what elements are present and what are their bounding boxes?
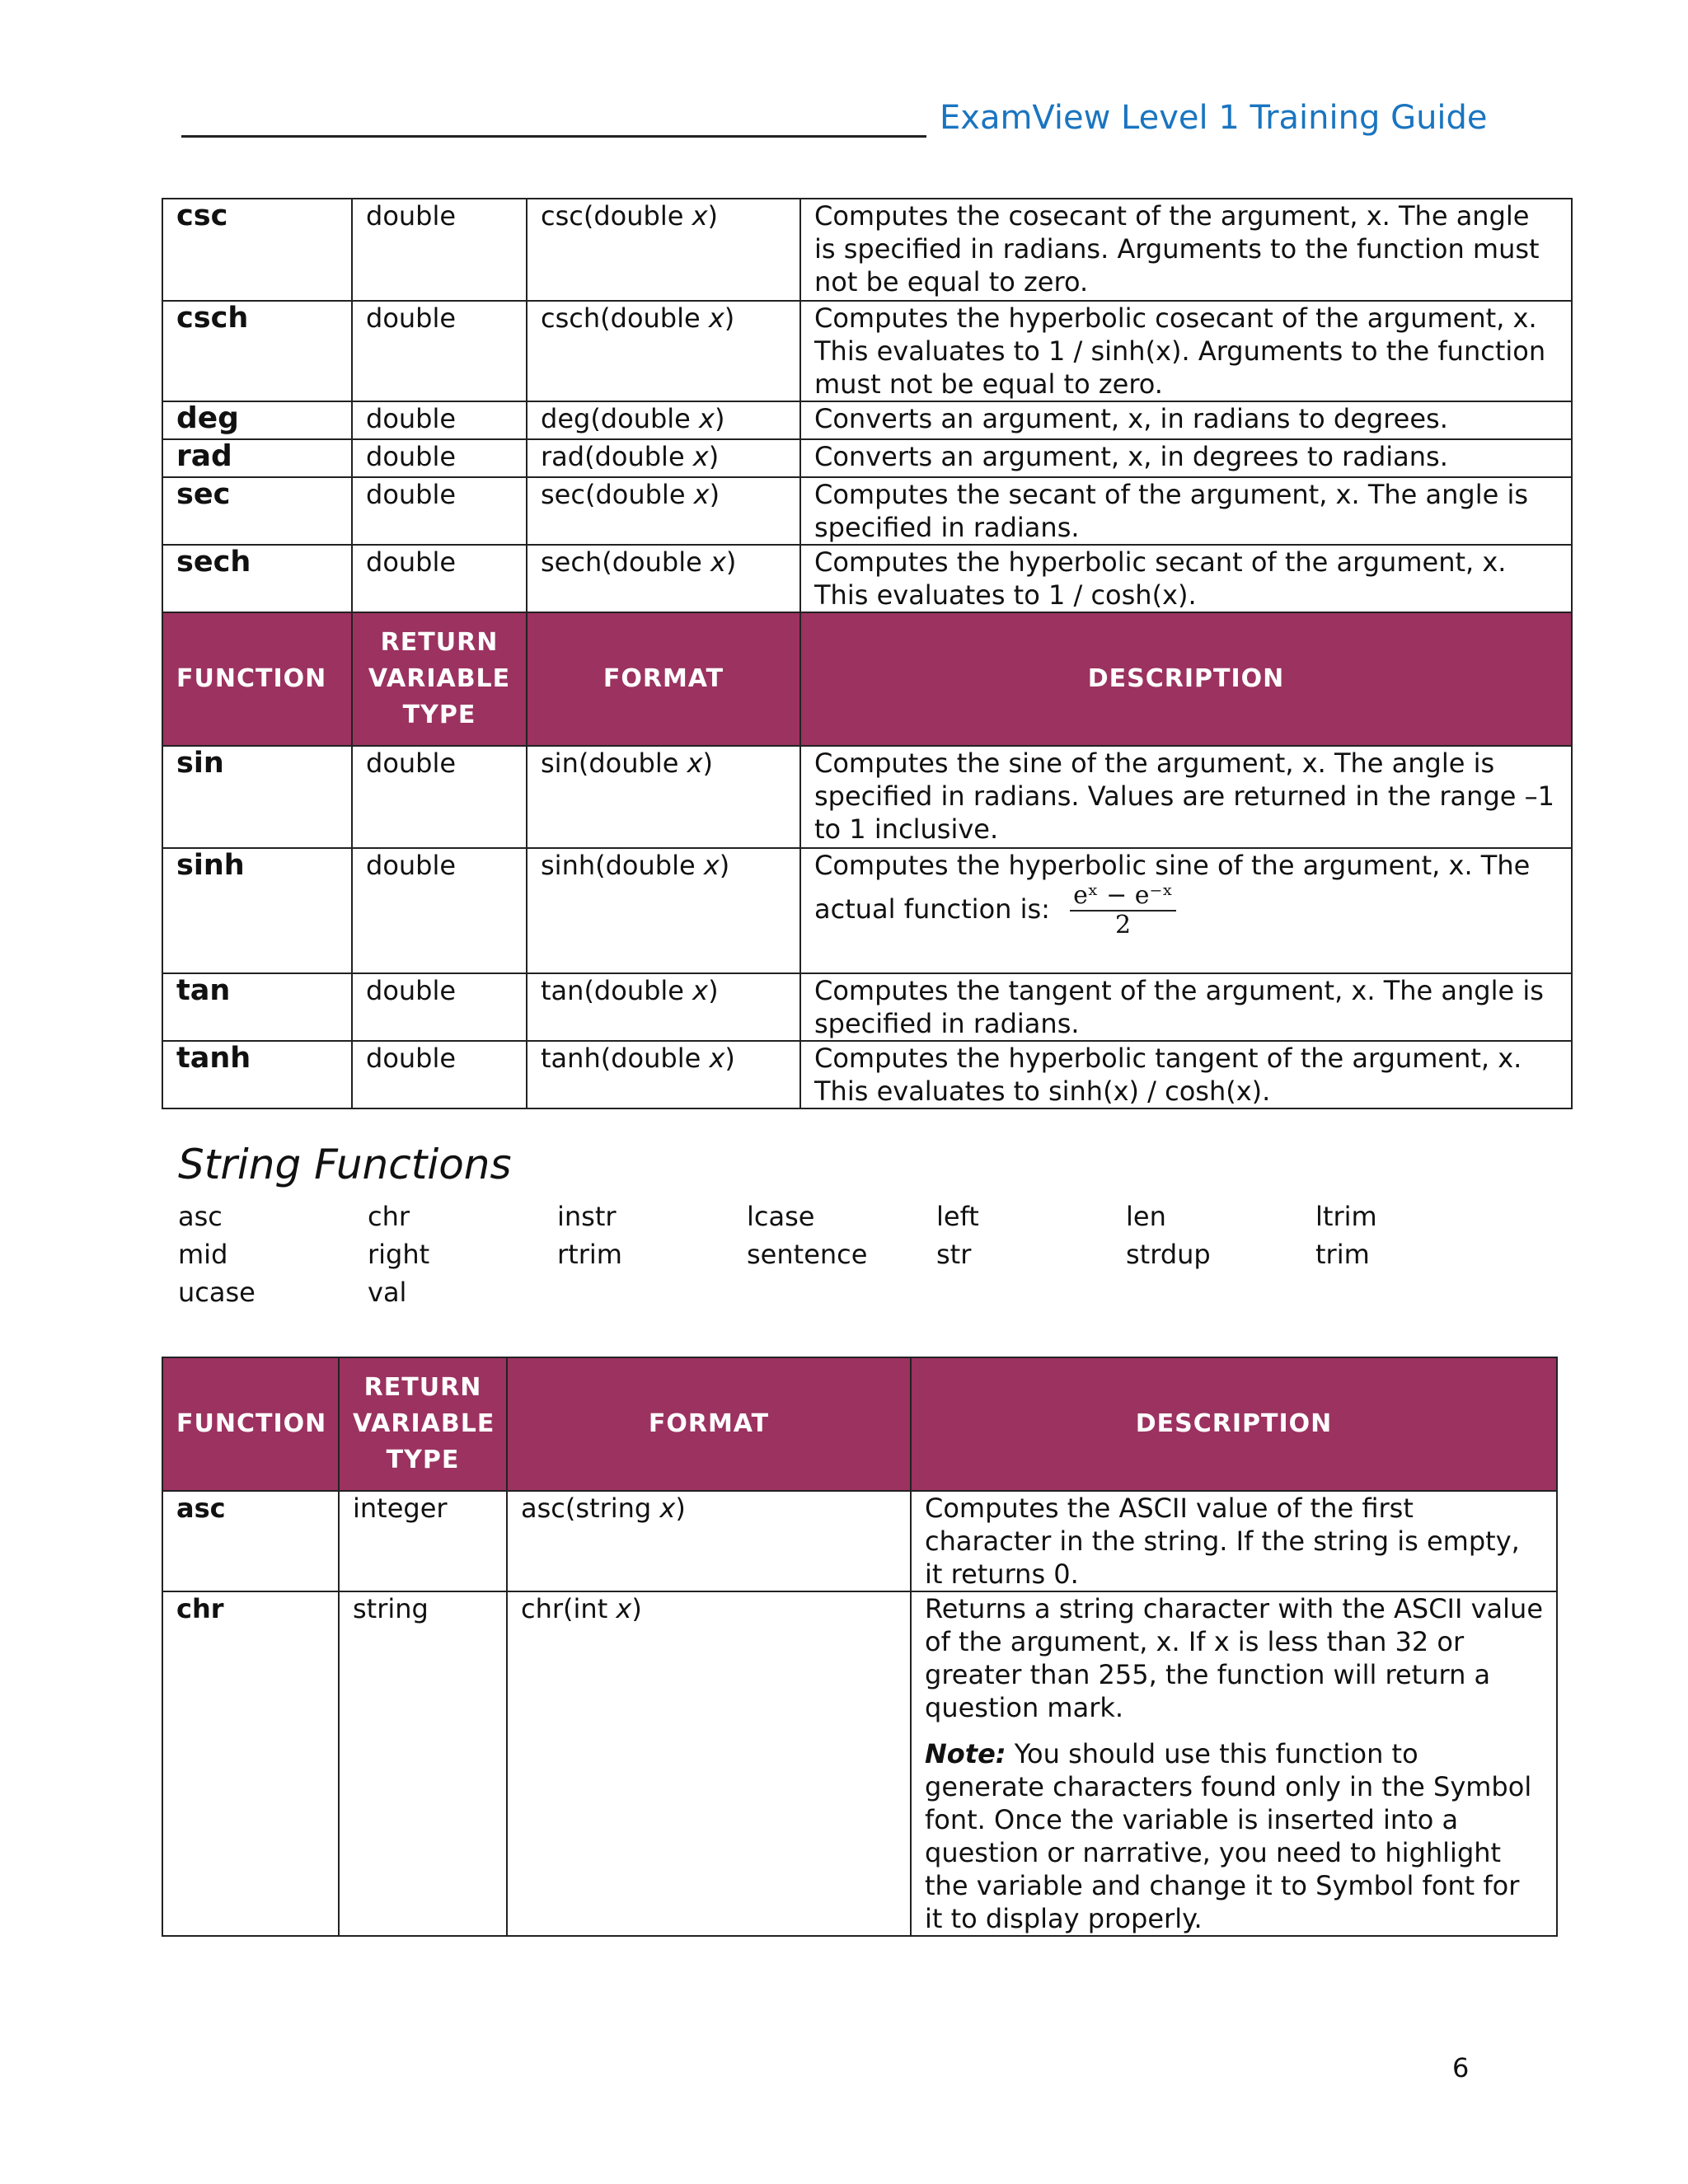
format-var: x [692,200,708,232]
header-return-line: RETURN [363,1373,482,1402]
guide-title: ExamView Level 1 Training Guide [940,99,1488,137]
description: Computes the hyperbolic tangent of the argument, x. This evaluates to sinh(x) / cosh(x). [800,1041,1572,1108]
function-name: csc [162,199,352,301]
format-cell [527,401,800,439]
function-name: deg [162,401,352,439]
format-text: tan(double [541,975,693,1006]
format-close: ) [714,403,725,434]
format-text: rad(double [541,441,693,472]
format-var: x [709,1043,725,1074]
format-cell [527,973,800,1041]
description-text: Returns a string character with the ASCII value of the argument, x. If x is less than 32 or greater than 255, the function will return a question mark. [925,1593,1543,1723]
list-item: chr [368,1201,410,1232]
header-return-line: VARIABLE [353,1409,495,1438]
string-function-list [178,1200,1579,1309]
format-text: csch(double [541,302,709,334]
note-label: Note: [925,1738,1006,1769]
list-item: ltrim [1315,1201,1377,1232]
string-functions-table [162,1357,1558,1937]
format-var: x [692,441,709,472]
format-close: ) [709,479,720,510]
return-type: double [352,746,527,848]
list-item: ucase [178,1277,256,1308]
description: Computes the cosecant of the argument, x. The angle is specified in radians. Arguments to the function must not be equal to zero. [800,199,1572,301]
description [800,848,1572,973]
format-cell [527,545,800,612]
format-cell [527,439,800,477]
header-format: FORMAT [527,612,800,746]
table-row [162,1491,1557,1591]
format-text: asc(string [521,1493,660,1524]
return-type: string [339,1591,507,1936]
format-var: x [692,975,709,1006]
return-type: double [352,199,527,301]
table-row [162,401,1572,439]
return-type: double [352,401,527,439]
return-type: double [352,848,527,973]
header-description: DESCRIPTION [800,612,1572,746]
header-return-type [339,1357,507,1491]
function-name: sinh [162,848,352,973]
format-text: sin(double [541,748,687,779]
formula-numerator: eˣ − e⁻ˣ [1070,882,1176,912]
function-name: csch [162,301,352,401]
function-name: sin [162,746,352,848]
format-cell [527,477,800,545]
header-return-type [352,612,527,746]
return-type: double [352,301,527,401]
list-item: instr [557,1201,617,1232]
function-name: rad [162,439,352,477]
header-rule [181,135,926,138]
description: Converts an argument, x, in radians to degrees. [800,401,1572,439]
table-row [162,973,1572,1041]
table-header-row [162,612,1572,746]
description: Computes the hyperbolic cosecant of the argument, x. This evaluates to 1 / sinh(x). Arguments to the function must not be equal to zero. [800,301,1572,401]
math-functions-table [162,198,1573,1109]
header-return-line: RETURN [380,628,499,657]
format-var: x [687,748,703,779]
header-function: FUNCTION [162,612,352,746]
format-close: ) [724,302,735,334]
header-format: FORMAT [507,1357,911,1491]
format-close: ) [631,1593,642,1624]
description: Computes the hyperbolic secant of the argument, x. This evaluates to 1 / cosh(x). [800,545,1572,612]
format-close: ) [719,850,730,881]
table-row [162,477,1572,545]
return-type: double [352,477,527,545]
format-cell [527,199,800,301]
list-item: len [1126,1201,1166,1232]
list-item: mid [178,1239,228,1270]
sinh-formula [1070,882,1176,940]
function-name: tanh [162,1041,352,1108]
list-item: left [936,1201,979,1232]
list-item: lcase [747,1201,815,1232]
format-var: x [616,1593,632,1624]
table-row [162,545,1572,612]
return-type: double [352,973,527,1041]
list-item: trim [1315,1239,1370,1270]
format-text: csc(double [541,200,692,232]
format-cell [507,1591,911,1936]
function-name: sec [162,477,352,545]
function-name: sech [162,545,352,612]
description: Computes the ASCII value of the first character in the string. If the string is empty, it returns 0. [911,1491,1557,1591]
function-name: asc [162,1491,339,1591]
format-text: tanh(double [541,1043,710,1074]
header-description: DESCRIPTION [911,1357,1557,1491]
table-row [162,301,1572,401]
list-item: asc [178,1201,223,1232]
header-function: FUNCTION [162,1357,339,1491]
description: Computes the sine of the argument, x. The angle is specified in radians. Values are returned in the range –1 to 1 inclusive. [800,746,1572,848]
format-text: sec(double [541,479,694,510]
description: Computes the secant of the argument, x. The angle is specified in radians. [800,477,1572,545]
format-var: x [708,302,724,334]
description-text: Computes the hyperbolic sine of the argument, x. The [814,850,1531,881]
list-item: sentence [747,1239,868,1270]
format-cell [507,1491,911,1591]
format-text: sech(double [541,546,710,578]
format-text: chr(int [521,1593,617,1624]
list-item: val [368,1277,407,1308]
format-var: x [703,850,720,881]
table-row [162,848,1572,973]
description: Computes the tangent of the argument, x. The angle is specified in radians. [800,973,1572,1041]
format-cell [527,746,800,848]
format-cell [527,301,800,401]
table-row [162,199,1572,301]
format-var: x [710,546,726,578]
table-row [162,1591,1557,1936]
table-row [162,746,1572,848]
list-item: right [368,1239,430,1270]
description [911,1591,1557,1936]
format-text: sinh(double [541,850,704,881]
page-number: 6 [1452,2052,1470,2083]
format-close: ) [725,546,737,578]
table-row [162,439,1572,477]
format-close: ) [708,975,719,1006]
header-return-line: VARIABLE [368,664,511,693]
list-item: rtrim [557,1239,622,1270]
note-text: You should use this function to generate characters found only in the Symbol font. Once the variable is inserted into a question or narrative, you need to highlight the variable and change it to Symbol font for it to display properly. [925,1738,1532,1934]
return-type: integer [339,1491,507,1591]
format-close: ) [675,1493,686,1524]
function-name: tan [162,973,352,1041]
formula-denominator: 2 [1115,911,1132,940]
list-item: strdup [1126,1239,1211,1270]
description: Converts an argument, x, in degrees to radians. [800,439,1572,477]
header-return-line: TYPE [386,1446,460,1474]
format-close: ) [724,1043,735,1074]
format-var: x [693,479,710,510]
list-item: str [936,1239,972,1270]
note-paragraph [925,1737,1543,1935]
format-close: ) [702,748,713,779]
return-type: double [352,1041,527,1108]
format-close: ) [708,441,720,472]
table-header-row [162,1357,1557,1491]
format-cell [527,848,800,973]
return-type: double [352,545,527,612]
format-cell [527,1041,800,1108]
header-return-line: TYPE [402,701,476,729]
table-row [162,1041,1572,1108]
string-functions-heading: String Functions [178,1141,512,1188]
format-close: ) [707,200,718,232]
description-extra: actual function is: [814,893,1050,925]
function-name: chr [162,1591,339,1936]
format-var: x [699,403,715,434]
format-var: x [659,1493,676,1524]
return-type: double [352,439,527,477]
format-text: deg(double [541,403,700,434]
